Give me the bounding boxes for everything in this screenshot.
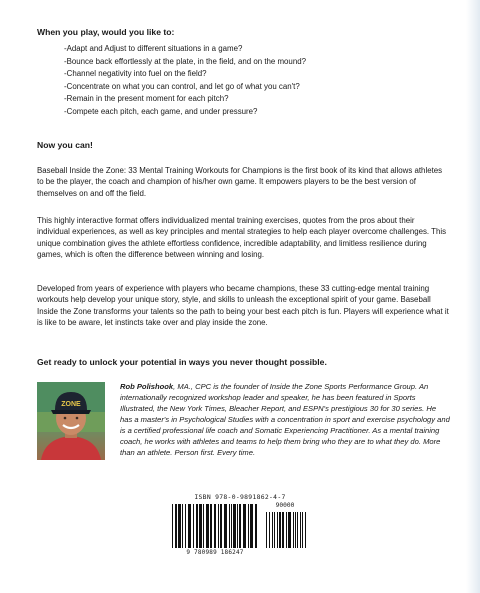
author-photo	[37, 382, 105, 460]
barcode-bar	[175, 504, 177, 548]
price-barcode-bars	[266, 512, 306, 548]
barcode-digits: 9 780989 186247	[186, 549, 244, 556]
barcode-bar	[269, 512, 270, 548]
barcode-bar	[218, 504, 219, 548]
barcode-bar	[220, 504, 222, 548]
developed-paragraph: Developed from years of experience with players who became champions, these 33 cutting-edge mental training workouts help develop your unique story, style, and skills to unleash the exceptional spirit of your game. Baseball Inside the Zone transforms your talents so the path to being your best each pitch is fun. Players will experience what it is like to be aware, let instincts take over and play inside the zone.	[37, 284, 449, 327]
author-name: Rob Polishook	[120, 382, 174, 391]
cap-logo: ZONE	[61, 401, 81, 408]
barcode-bar	[288, 512, 291, 548]
barcode-bar	[277, 512, 278, 548]
barcode-bar	[282, 512, 284, 548]
barcode-bar	[188, 504, 191, 548]
format-paragraph: This highly interactive format offers individualized mental training exercises, quotes from the pros about their individual experiences, as well as key principles and mental strategies to help each player overcome challenges. This unique combination gives the athlete effortless confidence, incredible adaptability, and limitless resilience during games, which is often the difference between winning and losing.	[37, 216, 447, 259]
barcode-bar	[297, 512, 298, 548]
barcode-bar	[239, 504, 241, 548]
barcode-bar	[274, 512, 275, 548]
barcode-bar	[193, 504, 194, 548]
play-heading: When you play, would you like to:	[37, 27, 175, 37]
barcode-bar	[172, 504, 173, 548]
barcode-bar	[302, 512, 303, 548]
barcode-bar	[229, 504, 230, 548]
list-item: -Adapt and Adjust to different situations in a game?	[64, 44, 243, 53]
barcode-bar	[178, 504, 181, 548]
price-code: 90000	[275, 502, 295, 509]
barcode-bar	[243, 504, 246, 548]
barcode-bar	[286, 512, 287, 548]
barcode-bar	[196, 504, 198, 548]
barcode-bar	[279, 512, 281, 548]
barcode-bar	[210, 504, 212, 548]
author-bio-text: , MA., CPC is the founder of Inside the Zone Sports Performance Group. An internationally recognized workshop leader and speaker, he has been featured in Sports Illustrated, the New York Times, Bleacher Report, and ESPN's prestigious 30 for 30 series. He has a master's in Psychological Studies with a concentration in sport and exercise psychology and is a certified professional life coach and Somatic Experiencing Practitioner. As a mental training coach, he works with athletes and teams to help them bring who they are to what they do. More than an athlete. Person first. Every time.	[120, 382, 450, 458]
barcode-bar	[203, 504, 204, 548]
barcode-bar	[272, 512, 273, 548]
list-item: -Channel negativity into fuel on the field?	[64, 69, 207, 79]
barcode-bar	[185, 504, 186, 548]
barcode-bar	[255, 504, 257, 548]
list-item: -Concentrate on what you can control, and let go of what you can't?	[64, 81, 300, 91]
barcode-bar	[199, 504, 202, 548]
barcode-bar	[305, 512, 306, 548]
list-item: -Bounce back effortlessly at the plate, in the field, and on the mound?	[64, 56, 306, 66]
barcode-bar	[248, 504, 249, 548]
intro-paragraph: Baseball Inside the Zone: 33 Mental Training Workouts for Champions is the first book of its kind that allows athletes to be the player, the coach and champion of his/her own game. It empowers players to be the best version of themselves on and off the field.	[37, 166, 443, 198]
page-edge-shadow	[466, 0, 480, 593]
main-barcode-bars	[172, 504, 257, 548]
call-to-action: Get ready to unlock your potential in ways you never thought possible.	[37, 357, 327, 367]
barcode-bar	[237, 504, 238, 548]
barcode-bar	[206, 504, 209, 548]
isbn-label: ISBN 978-0-9891862-4-7	[194, 493, 286, 501]
barcode-bar	[295, 512, 296, 548]
list-item: -Remain in the present moment for each pitch?	[64, 94, 229, 104]
barcode-bar	[224, 504, 227, 548]
now-heading: Now you can!	[37, 140, 93, 150]
barcode	[170, 502, 310, 550]
barcode-bar	[233, 504, 236, 548]
author-bio	[120, 381, 450, 458]
barcode-bar	[231, 504, 232, 548]
barcode-bar	[266, 512, 267, 548]
barcode-bar	[182, 504, 183, 548]
barcode-bar	[300, 512, 301, 548]
barcode-bar	[293, 512, 294, 548]
list-item: -Compete each pitch, each game, and under pressure?	[64, 106, 258, 116]
question-list	[64, 43, 306, 119]
author-portrait-illustration	[37, 382, 105, 460]
barcode-bar	[214, 504, 216, 548]
barcode-area	[170, 493, 310, 557]
barcode-bar	[250, 504, 253, 548]
